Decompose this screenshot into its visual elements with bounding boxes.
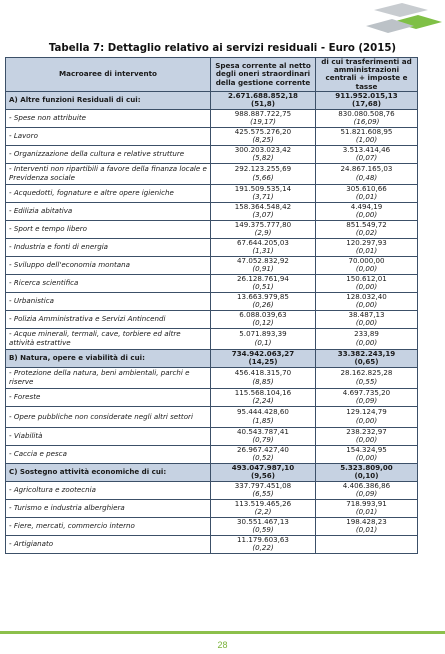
cell-spesa xyxy=(211,481,316,499)
cell-trasferimenti xyxy=(316,91,418,109)
row-label: - Foreste xyxy=(6,388,211,406)
percent-trasferimenti: (0,09) xyxy=(355,396,378,406)
percent-spesa: (0,51) xyxy=(252,282,274,292)
cell-spesa xyxy=(211,91,316,109)
value-trasferimenti: 233,89 xyxy=(354,329,379,339)
row-label: - Protezione della natura, beni ambientali, parchi e riserve xyxy=(6,367,211,388)
percent-trasferimenti: (0,00) xyxy=(355,300,378,310)
row-label: - Lavoro xyxy=(6,127,211,145)
value-spesa: 40.543.787,41 xyxy=(237,427,289,436)
data-table xyxy=(5,57,418,554)
value-trasferimenti: 70.000,00 xyxy=(348,256,385,265)
percent-trasferimenti: (16,09) xyxy=(353,117,380,127)
cell-spesa xyxy=(211,202,316,220)
cell-spesa xyxy=(211,109,316,127)
cell-trasferimenti xyxy=(316,202,418,220)
percent-spesa: (9,56) xyxy=(251,471,275,481)
value-spesa: 5.071.893,39 xyxy=(239,329,287,339)
table-row xyxy=(6,238,418,256)
table-row xyxy=(6,406,418,427)
cell-trasferimenti xyxy=(316,517,418,535)
cell-spesa xyxy=(211,427,316,445)
percent-spesa: (3,07) xyxy=(252,210,274,220)
value-trasferimenti: 3.513.414,46 xyxy=(342,145,391,154)
cell-spesa xyxy=(211,238,316,256)
value-trasferimenti: 28.162.825,28 xyxy=(340,368,393,378)
value-spesa: 456.418.315,70 xyxy=(234,368,292,378)
percent-trasferimenti: (1,00) xyxy=(355,135,378,145)
value-trasferimenti: 5.323.809,00 xyxy=(340,463,393,472)
cell-spesa xyxy=(211,163,316,184)
value-trasferimenti: 24.867.165,03 xyxy=(340,164,393,174)
table-row xyxy=(6,310,418,328)
value-trasferimenti: 911.952.015,13 xyxy=(335,91,398,100)
value-spesa: 26.128.761,94 xyxy=(237,274,289,283)
cell-trasferimenti xyxy=(316,499,418,517)
row-label: - Interventi non ripartibili a favore della finanza locale e Previdenza sociale xyxy=(6,163,211,184)
cell-spesa xyxy=(211,274,316,292)
value-spesa: 30.551.467,13 xyxy=(237,517,289,526)
percent-spesa: (0,22) xyxy=(252,543,274,553)
row-label: - Urbanistica xyxy=(6,292,211,310)
table-row xyxy=(6,427,418,445)
value-spesa: 425.575.276,20 xyxy=(234,127,292,136)
value-trasferimenti: 120.297,93 xyxy=(346,238,387,247)
table-row xyxy=(6,388,418,406)
value-spesa: 26.967.427,40 xyxy=(237,445,289,454)
cell-trasferimenti xyxy=(316,127,418,145)
row-label: - Sviluppo dell'economia montana xyxy=(6,256,211,274)
cell-spesa xyxy=(211,328,316,349)
table-row xyxy=(6,202,418,220)
value-spesa: 95.444.428,60 xyxy=(237,407,289,417)
value-trasferimenti: 305.610,66 xyxy=(346,184,387,193)
row-label: - Sport e tempo libero xyxy=(6,220,211,238)
value-spesa: 149.375.777,80 xyxy=(234,220,292,229)
logo-icon xyxy=(352,0,442,40)
table-body xyxy=(6,91,418,553)
row-label: - Agricoltura e zootecnia xyxy=(6,481,211,499)
percent-spesa: (0,26) xyxy=(252,300,274,310)
percent-spesa: (5,82) xyxy=(252,153,274,163)
row-label: - Acquedotti, fognature e altre opere igieniche xyxy=(6,184,211,202)
cell-trasferimenti xyxy=(316,109,418,127)
percent-spesa: (8,85) xyxy=(252,376,274,386)
percent-trasferimenti: (0,01) xyxy=(355,507,378,517)
value-spesa: 2.671.688.852,18 xyxy=(227,91,298,100)
section-row xyxy=(6,463,418,481)
percent-spesa: (0,52) xyxy=(252,453,274,463)
cell-spesa xyxy=(211,463,316,481)
cell-spesa xyxy=(211,535,316,553)
cell-trasferimenti xyxy=(316,238,418,256)
table-row xyxy=(6,535,418,553)
cell-trasferimenti xyxy=(316,274,418,292)
cell-trasferimenti xyxy=(316,463,418,481)
value-trasferimenti: 154.324,95 xyxy=(346,445,387,454)
value-spesa: 158.364.548,42 xyxy=(234,202,292,211)
value-spesa: 13.663.979,85 xyxy=(237,292,289,301)
row-label: - Edilizia abitativa xyxy=(6,202,211,220)
row-label: - Polizia Amministrativa e Servizi Antincendi xyxy=(6,310,211,328)
cell-trasferimenti xyxy=(316,406,418,427)
percent-trasferimenti: (17,68) xyxy=(352,99,381,109)
cell-spesa xyxy=(211,292,316,310)
cell-spesa xyxy=(211,445,316,463)
value-spesa: 300.203.023,42 xyxy=(234,145,292,154)
percent-trasferimenti: (0,00) xyxy=(355,337,378,347)
table-row xyxy=(6,328,418,349)
value-spesa: 337.797.451,08 xyxy=(234,481,292,490)
value-trasferimenti: 51.821.608,95 xyxy=(340,127,393,136)
value-trasferimenti: 198.428,23 xyxy=(346,517,387,526)
cell-trasferimenti xyxy=(316,388,418,406)
percent-trasferimenti: (0,00) xyxy=(355,282,378,292)
cell-trasferimenti xyxy=(316,367,418,388)
cell-trasferimenti xyxy=(316,184,418,202)
percent-spesa: (0,12) xyxy=(252,318,274,328)
footer-rule xyxy=(0,631,445,634)
table-row xyxy=(6,256,418,274)
row-label: - Acque minerali, termali, cave, torbiere ed altre attività estrattive xyxy=(6,328,211,349)
page-number: 28 xyxy=(217,640,228,650)
percent-trasferimenti: (0,09) xyxy=(355,489,378,499)
percent-trasferimenti: (0,55) xyxy=(355,376,378,386)
cell-spesa xyxy=(211,127,316,145)
value-trasferimenti: 150.612,01 xyxy=(346,274,387,283)
table-row xyxy=(6,145,418,163)
table-row xyxy=(6,367,418,388)
row-label: B) Natura, opere e viabilità di cui: xyxy=(6,349,211,367)
percent-trasferimenti: (0,01) xyxy=(355,525,378,535)
cell-spesa xyxy=(211,349,316,367)
table-title: Tabella 7: Dettaglio relativo ai servizi residuali - Euro (2015) xyxy=(48,43,397,54)
table-row xyxy=(6,517,418,535)
cell-trasferimenti xyxy=(316,328,418,349)
cell-trasferimenti xyxy=(316,256,418,274)
percent-spesa: (2,24) xyxy=(252,396,274,406)
value-trasferimenti: 4.406.386,86 xyxy=(342,481,391,490)
cell-spesa xyxy=(211,499,316,517)
value-trasferimenti: 718.993,91 xyxy=(346,499,387,508)
percent-spesa: (51,8) xyxy=(251,99,275,109)
value-trasferimenti: 33.382.243,19 xyxy=(337,349,396,358)
cell-spesa xyxy=(211,517,316,535)
value-trasferimenti: 129.124,79 xyxy=(346,407,387,417)
cell-trasferimenti xyxy=(316,145,418,163)
percent-spesa: (1,31) xyxy=(252,246,274,256)
table-row xyxy=(6,445,418,463)
percent-trasferimenti: (0,00) xyxy=(355,318,378,328)
percent-spesa: (5,66) xyxy=(252,172,274,182)
value-spesa: 292.123.255,69 xyxy=(234,164,292,174)
row-label: - Viabilità xyxy=(6,427,211,445)
percent-trasferimenti: (0,48) xyxy=(355,172,378,182)
value-spesa: 191.509.535,14 xyxy=(234,184,292,193)
row-label: - Fiere, mercati, commercio interno xyxy=(6,517,211,535)
percent-trasferimenti: (0,65) xyxy=(354,357,379,367)
value-spesa: 11.179.603,63 xyxy=(237,535,289,544)
value-trasferimenti: 851.549,72 xyxy=(346,220,387,229)
table-row xyxy=(6,481,418,499)
cell-spesa xyxy=(211,184,316,202)
percent-trasferimenti: (0,00) xyxy=(355,435,378,445)
percent-trasferimenti: (0,01) xyxy=(355,192,378,202)
percent-spesa: (0,91) xyxy=(252,264,274,274)
table-row xyxy=(6,184,418,202)
row-label: - Turismo e industria alberghiera xyxy=(6,499,211,517)
table-header-row xyxy=(6,58,418,92)
row-label: - Organizzazione della cultura e relative strutture xyxy=(6,145,211,163)
value-trasferimenti: 830.080.508,76 xyxy=(338,109,395,118)
value-spesa: 113.519.465,26 xyxy=(234,499,292,508)
row-label: - Caccia e pesca xyxy=(6,445,211,463)
cell-trasferimenti xyxy=(316,445,418,463)
cell-spesa xyxy=(211,145,316,163)
percent-trasferimenti: (0,10) xyxy=(354,471,379,481)
column-header-macroaree: Macroaree di intervento xyxy=(6,58,211,92)
cell-spesa xyxy=(211,220,316,238)
cell-trasferimenti xyxy=(316,292,418,310)
value-trasferimenti: 4.494,19 xyxy=(350,202,383,211)
value-trasferimenti: 38.487,13 xyxy=(348,310,385,319)
cell-trasferimenti xyxy=(316,481,418,499)
percent-trasferimenti: (0,00) xyxy=(355,453,378,463)
value-trasferimenti: 238.232,97 xyxy=(346,427,387,436)
value-trasferimenti: 128.032,40 xyxy=(346,292,387,301)
cell-trasferimenti xyxy=(316,163,418,184)
section-row xyxy=(6,91,418,109)
percent-trasferimenti: (0,00) xyxy=(355,210,378,220)
value-spesa: 115.568.104,16 xyxy=(234,388,292,397)
cell-trasferimenti xyxy=(316,220,418,238)
table-row xyxy=(6,127,418,145)
cell-trasferimenti xyxy=(316,349,418,367)
cell-trasferimenti xyxy=(316,535,418,553)
percent-spesa: (1,85) xyxy=(252,415,274,425)
percent-spesa: (14,25) xyxy=(248,357,278,367)
cell-spesa xyxy=(211,406,316,427)
value-spesa: 6.088.039,63 xyxy=(239,310,287,319)
percent-trasferimenti: (0,00) xyxy=(355,415,378,425)
cell-trasferimenti xyxy=(316,427,418,445)
percent-trasferimenti: (0,07) xyxy=(355,153,378,163)
cell-trasferimenti xyxy=(316,310,418,328)
row-label: A) Altre funzioni Residuali di cui: xyxy=(6,91,211,109)
percent-spesa: (19,17) xyxy=(250,117,276,127)
percent-spesa: (6,55) xyxy=(252,489,274,499)
section-row xyxy=(6,349,418,367)
value-spesa: 734.942.063,27 xyxy=(231,349,295,358)
cell-spesa xyxy=(211,388,316,406)
cell-spesa xyxy=(211,310,316,328)
value-trasferimenti: 4.697.735,20 xyxy=(342,388,391,397)
table-row xyxy=(6,163,418,184)
percent-spesa: (0,1) xyxy=(254,337,272,347)
percent-trasferimenti: (0,01) xyxy=(355,246,378,256)
row-label: - Ricerca scientifica xyxy=(6,274,211,292)
percent-spesa: (0,59) xyxy=(252,525,274,535)
value-spesa: 988.887.722,75 xyxy=(234,109,292,118)
value-spesa: 67.644.205,03 xyxy=(237,238,289,247)
table-row xyxy=(6,499,418,517)
value-spesa: 47.052.832,92 xyxy=(237,256,289,265)
table-row xyxy=(6,109,418,127)
percent-trasferimenti: (0,02) xyxy=(355,228,378,238)
row-label: C) Sostegno attività economiche di cui: xyxy=(6,463,211,481)
percent-spesa: (0,79) xyxy=(252,435,274,445)
row-label: - Industria e fonti di energia xyxy=(6,238,211,256)
column-header-spesa-corrente: Spesa corrente al netto degli oneri straordinari della gestione corrente xyxy=(211,58,316,92)
cell-spesa xyxy=(211,256,316,274)
column-header-trasferimenti: di cui trasferimenti ad amministrazioni centrali + imposte e tasse xyxy=(316,58,418,92)
table-row xyxy=(6,220,418,238)
row-label: - Spese non attribuite xyxy=(6,109,211,127)
value-spesa: 493.047.987,10 xyxy=(231,463,295,472)
percent-trasferimenti: (0,00) xyxy=(355,264,378,274)
percent-spesa: (2,9) xyxy=(254,228,272,238)
percent-spesa: (2,2) xyxy=(254,507,272,517)
percent-spesa: (3,71) xyxy=(252,192,274,202)
row-label: - Opere pubbliche non considerate negli altri settori xyxy=(6,406,211,427)
table-row xyxy=(6,274,418,292)
table-row xyxy=(6,292,418,310)
cell-spesa xyxy=(211,367,316,388)
row-label: - Artigianato xyxy=(6,535,211,553)
percent-spesa: (8,25) xyxy=(252,135,274,145)
